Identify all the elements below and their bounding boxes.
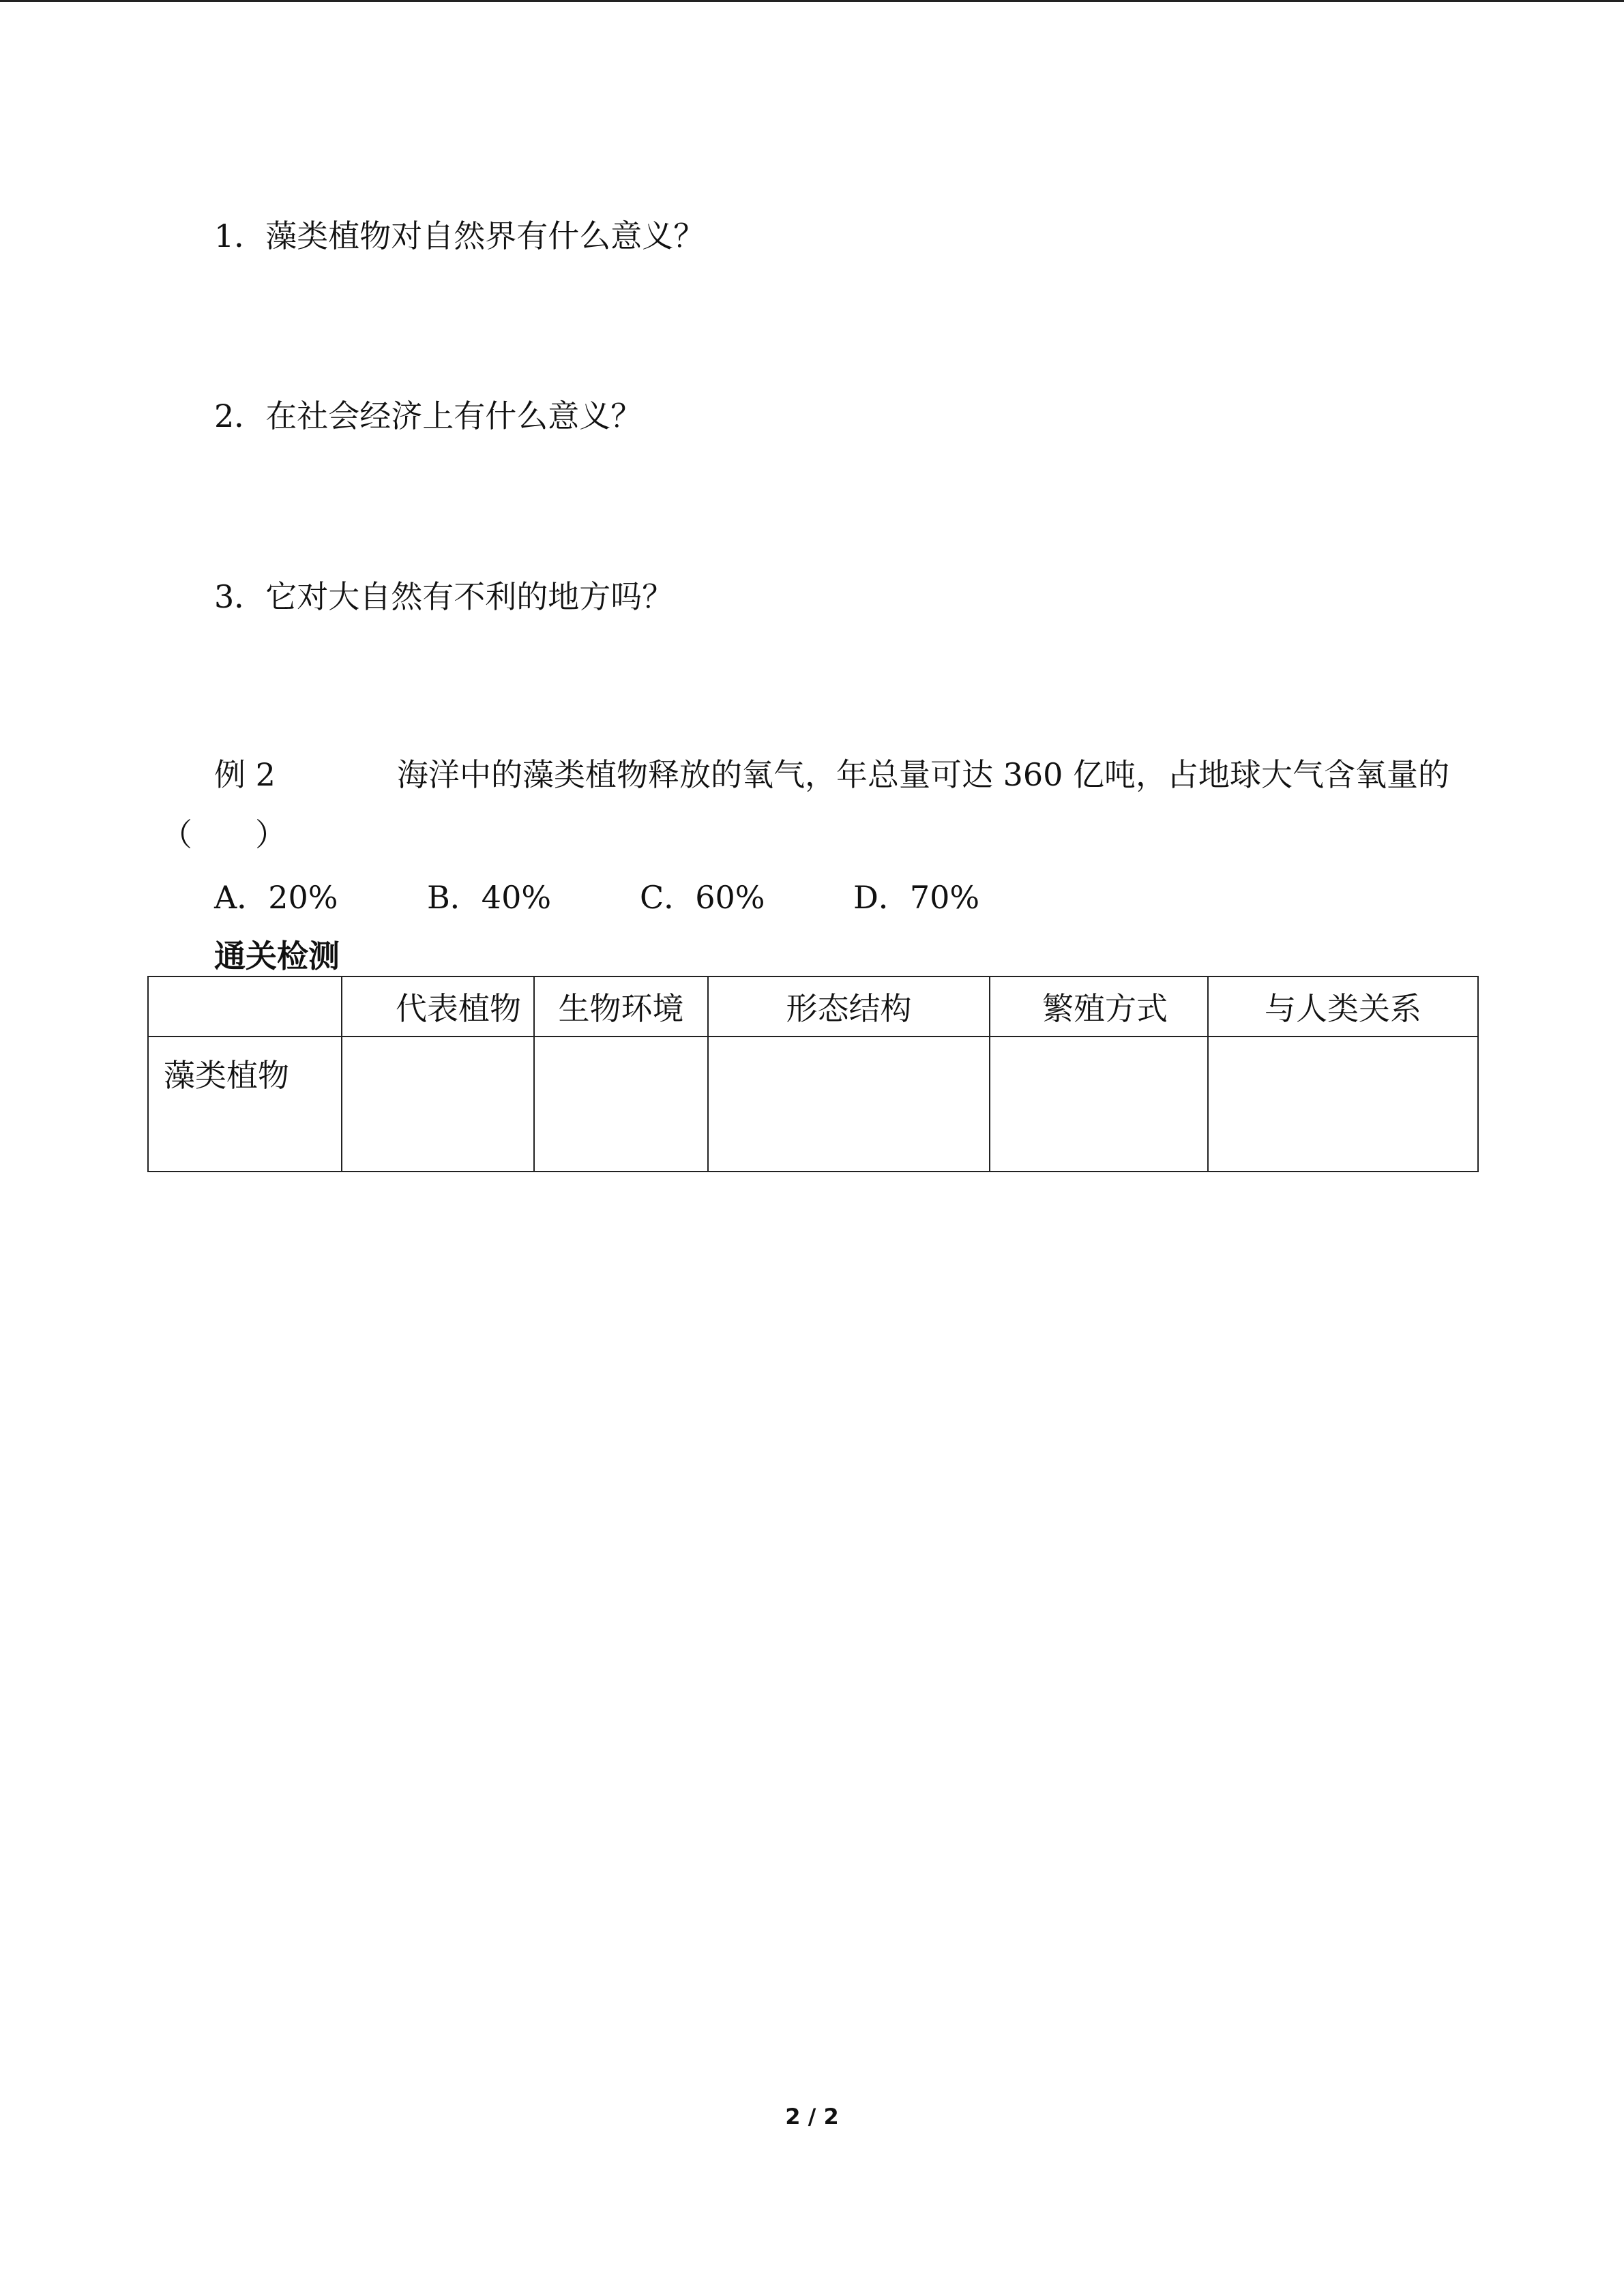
example-question-text: 海洋中的藻类植物释放的氧气，年总量可达 360 亿吨，占地球大气含氧量的 [397,756,1450,793]
option-c: C．60% [640,879,765,916]
table-header-human-relation: 与人类关系 [1208,976,1478,1037]
table-header-row [148,976,1478,1037]
table-cell-representative-plant[interactable] [342,1037,534,1172]
worksheet-table [147,976,1479,1172]
option-d: D．70% [853,879,980,916]
table-cell-human-relation[interactable] [1208,1037,1478,1172]
table-cell-morphology[interactable] [708,1037,990,1172]
option-b: B．40% [427,879,552,916]
section-title: 通关检测 [214,938,340,974]
example-answer-blank: （ ） [161,816,286,853]
table-cell-habitat[interactable] [534,1037,708,1172]
option-a: A．20% [214,879,338,916]
question-3: 3．它对大自然有不利的地方吗？ [214,578,674,615]
table-header-habitat: 生物环境 [534,976,708,1037]
table-header-morphology: 形态结构 [708,976,990,1037]
table-cell-reproduction[interactable] [990,1037,1208,1172]
page-top-border [0,0,1624,2]
table-header-corner [148,976,342,1037]
page-number: 2 / 2 [785,2104,839,2130]
example-label: 例 2 [214,756,276,793]
question-1: 1．藻类植物对自然界有什么意义？ [214,218,705,254]
table-row [148,1037,1478,1172]
table-header-reproduction: 繁殖方式 [990,976,1208,1037]
table-header-representative-plant: 代表植物 [342,976,534,1037]
table-row-label: 藻类植物 [148,1037,342,1172]
question-2: 2．在社会经济上有什么意义？ [214,398,643,434]
